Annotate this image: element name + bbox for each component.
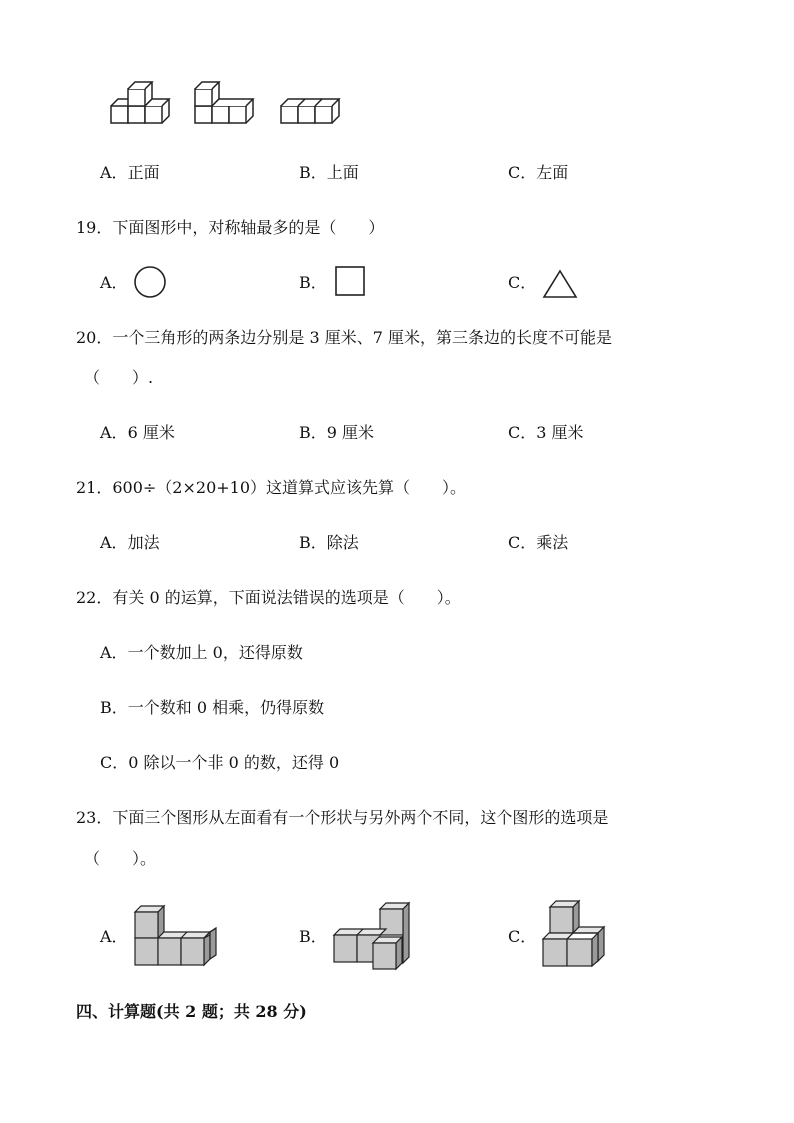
option-text: 左面 bbox=[536, 163, 569, 182]
section-heading: 四、计算题(共 2 题；共 28 分) bbox=[76, 1002, 307, 1021]
q23-option-b[interactable] bbox=[299, 927, 327, 947]
option-letter: C． bbox=[508, 927, 537, 946]
option-text: 0 除以一个非 0 的数，还得 0 bbox=[128, 753, 340, 772]
option-letter: A． bbox=[100, 273, 128, 292]
option-letter: A． bbox=[100, 643, 128, 662]
option-text: 上面 bbox=[326, 163, 359, 182]
option-letter: A． bbox=[100, 927, 128, 946]
square-icon bbox=[334, 265, 366, 297]
q23-cube-figure-b bbox=[331, 901, 415, 971]
option-text: 正面 bbox=[127, 163, 160, 182]
q23-cube-figure-a bbox=[132, 904, 222, 968]
option-letter: B． bbox=[299, 423, 327, 442]
option-letter: B． bbox=[299, 533, 327, 552]
option-text: 一个数和 0 相乘，仍得原数 bbox=[127, 698, 325, 717]
option-text: 除法 bbox=[326, 533, 359, 552]
circle-icon bbox=[133, 265, 167, 299]
q20-option-c[interactable] bbox=[508, 423, 584, 443]
option-letter: C． bbox=[508, 423, 537, 442]
q23-option-a[interactable] bbox=[100, 927, 128, 947]
option-letter: B． bbox=[299, 273, 327, 292]
q22-option-c[interactable] bbox=[100, 753, 339, 773]
option-text: 3 厘米 bbox=[536, 423, 584, 442]
option-text: 6 厘米 bbox=[127, 423, 175, 442]
q18-figure-left-view bbox=[278, 96, 344, 128]
option-text: 9 厘米 bbox=[326, 423, 375, 442]
q18-figure-top-view bbox=[192, 82, 264, 128]
q22-stem: 22．有关 0 的运算，下面说法错误的选项是（ ）。 bbox=[76, 588, 461, 607]
option-letter: A． bbox=[100, 423, 128, 442]
option-letter: B． bbox=[299, 163, 327, 182]
q23-stem-line-2: （ ）。 bbox=[84, 849, 157, 868]
q20-stem-line-2: （ ）. bbox=[84, 368, 154, 387]
triangle-icon bbox=[541, 268, 579, 300]
q20-option-b[interactable] bbox=[299, 423, 374, 443]
q21-option-b[interactable] bbox=[299, 533, 359, 553]
option-letter: C． bbox=[508, 273, 537, 292]
q23-cube-figure-c bbox=[540, 899, 612, 969]
option-letter: A． bbox=[100, 163, 128, 182]
q21-option-a[interactable] bbox=[100, 533, 160, 553]
q19-stem: 19．下面图形中，对称轴最多的是（ ） bbox=[76, 218, 385, 237]
option-text: 一个数加上 0，还得原数 bbox=[127, 643, 303, 662]
option-text: 乘法 bbox=[536, 533, 569, 552]
q19-option-c[interactable] bbox=[508, 273, 536, 293]
q18-option-c[interactable] bbox=[508, 163, 568, 183]
option-letter: B． bbox=[299, 927, 327, 946]
q19-option-b[interactable] bbox=[299, 273, 327, 293]
option-letter: A． bbox=[100, 533, 128, 552]
q19-option-a[interactable] bbox=[100, 273, 128, 293]
option-letter: C． bbox=[100, 753, 129, 772]
q22-option-a[interactable] bbox=[100, 643, 303, 663]
q18-figure-front-view bbox=[108, 82, 172, 128]
option-letter: C． bbox=[508, 533, 537, 552]
q20-option-a[interactable] bbox=[100, 423, 175, 443]
option-text: 加法 bbox=[127, 533, 160, 552]
q23-stem-line-1: 23．下面三个图形从左面看有一个形状与另外两个不同，这个图形的选项是 bbox=[76, 808, 609, 827]
q18-option-a[interactable] bbox=[100, 163, 160, 183]
q20-stem-line-1: 20．一个三角形的两条边分别是 3 厘米、7 厘米，第三条边的长度不可能是 bbox=[76, 328, 612, 347]
option-letter: B． bbox=[100, 698, 128, 717]
q22-option-b[interactable] bbox=[100, 698, 324, 718]
q23-option-c[interactable] bbox=[508, 927, 536, 947]
option-letter: C． bbox=[508, 163, 537, 182]
q18-option-b[interactable] bbox=[299, 163, 359, 183]
q21-stem: 21．600÷（2×20+10）这道算式应该先算（ ）。 bbox=[76, 478, 467, 497]
q21-option-c[interactable] bbox=[508, 533, 568, 553]
